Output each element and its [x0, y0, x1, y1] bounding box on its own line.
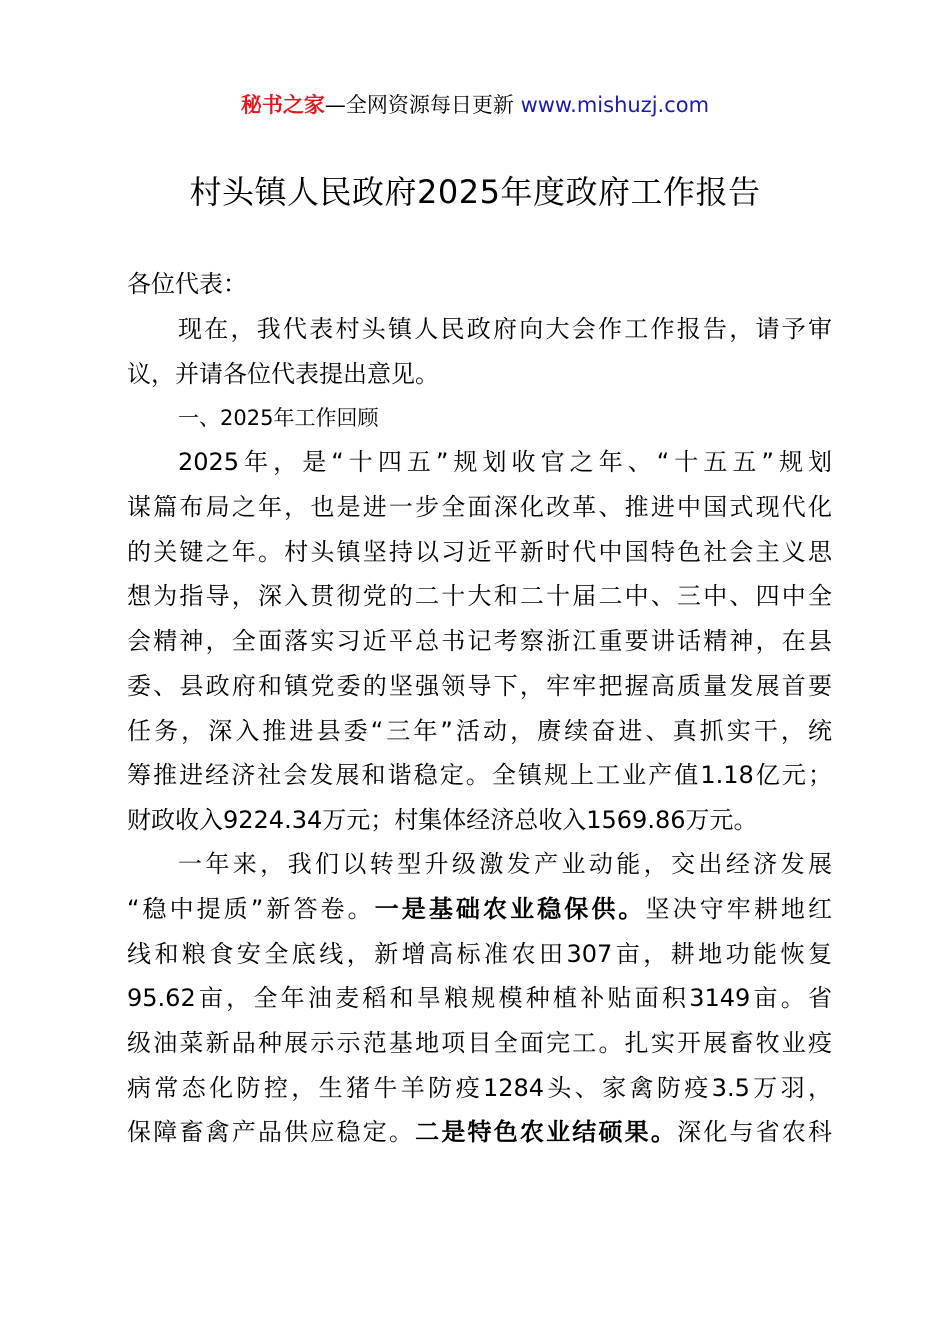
paragraph-text: 深化与省农科 — [677, 1118, 833, 1146]
paragraph-line: 线和粮食安全底线，新增高标准农田307亩，耕地功能恢复 — [127, 940, 832, 968]
paragraph-line: 现在，我代表村头镇人民政府向大会作工作报告，请予审 — [178, 315, 832, 343]
paragraph-text: “稳中提质”新答卷。 — [127, 895, 375, 923]
paragraph-line: 谋篇布局之年，也是进一步全面深化改革、推进中国式现代化 — [127, 493, 832, 521]
paragraph-line: 任务，深入推进县委“三年”活动，赓续奋进、真抓实干，统 — [127, 717, 832, 745]
salutation: 各位代表： — [127, 270, 247, 298]
paragraph-line: 会精神，全面落实习近平总书记考察浙江重要讲话精神，在县 — [127, 627, 832, 655]
bold-subheading: 二是特色农业结硕果。 — [415, 1118, 678, 1146]
paragraph-line: 议，并请各位代表提出意见。 — [127, 360, 439, 388]
paragraph-text: 保障畜禽产品供应稳定。 — [127, 1118, 416, 1146]
paragraph-line: 委、县政府和镇党委的坚强领导下，牢牢把握高质量发展首要 — [127, 672, 832, 700]
paragraph-line: 财政收入9224.34万元；村集体经济总收入1569.86万元。 — [127, 806, 758, 834]
paragraph-line — [127, 887, 832, 931]
paragraph-line: 2025年，是“十四五”规划收官之年、“十五五”规划 — [178, 448, 832, 476]
paragraph-line: 筹推进经济社会发展和谐稳定。全镇规上工业产值1.18亿元； — [127, 761, 832, 789]
paragraph-line: 的关键之年。村头镇坚持以习近平新时代中国特色社会主义思 — [127, 538, 832, 566]
paragraph-text: 坚决守牢耕地红 — [645, 895, 833, 923]
document-title: 村头镇人民政府2025年度政府工作报告 — [189, 173, 761, 211]
paragraph-line — [127, 1110, 832, 1154]
brand-name: 秘书之家 — [240, 93, 325, 117]
paragraph-line: 病常态化防控，生猪牛羊防疫1284头、家禽防疫3.5万羽， — [127, 1074, 832, 1102]
bold-subheading: 一是基础农业稳保供。 — [374, 895, 646, 923]
paragraph-line: 一年来，我们以转型升级激发产业动能，交出经济发展 — [178, 850, 832, 878]
section-heading: 一、2025年工作回顾 — [178, 406, 379, 430]
paragraph-line: 95.62亩，全年油麦稻和旱粮规模种植补贴面积3149亩。省 — [127, 984, 832, 1012]
site-url-link[interactable]: www.mishuzj.com — [520, 93, 710, 117]
paragraph-line: 想为指导，深入贯彻党的二十大和二十届二中、三中、四中全 — [127, 582, 832, 610]
site-header-banner — [0, 88, 950, 122]
header-slogan: —全网资源每日更新 — [324, 93, 514, 117]
paragraph-line: 级油菜新品种展示示范基地项目全面完工。扎实开展畜牧业疫 — [127, 1029, 832, 1057]
